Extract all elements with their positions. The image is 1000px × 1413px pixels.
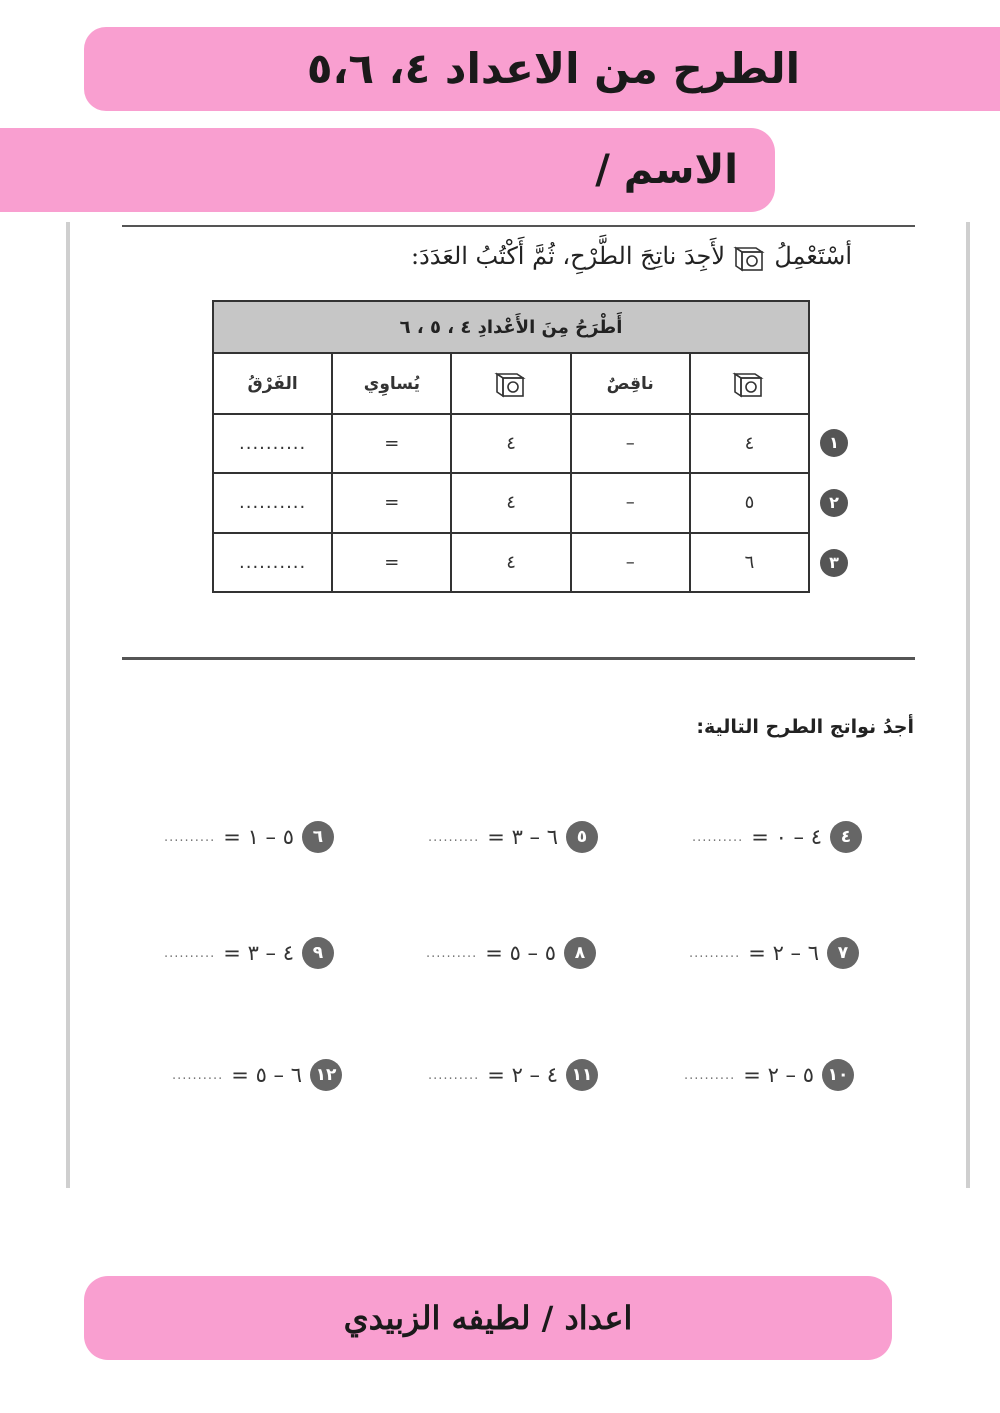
answer-blank[interactable]: .......... <box>691 829 744 845</box>
exercise-expression: ٤ – ٠ = <box>751 825 822 849</box>
cell-op: – <box>571 414 690 473</box>
exercise-item <box>689 936 859 970</box>
exercise-number-badge: ١١ <box>566 1059 598 1091</box>
exercise-expression: ٤ – ٣ = <box>223 941 294 965</box>
exercise-number-badge: ٥ <box>566 821 598 853</box>
exercise-number-badge: ٦ <box>302 821 334 853</box>
left-border <box>66 222 70 1188</box>
exercise-item <box>428 820 598 854</box>
answer-blank[interactable]: .......... <box>213 414 332 473</box>
exercise-expression: ٥ – ٥ = <box>485 941 556 965</box>
page-title: الطرح من الاعداد ٤، ٥،٦ <box>306 44 800 93</box>
column-difference: الفَرْقُ <box>213 353 332 413</box>
row-number-badge: ١ <box>820 429 848 457</box>
table-row <box>213 533 809 592</box>
instruction-start: أسْتَعْمِلُ <box>774 242 852 270</box>
cube-icon <box>494 369 528 399</box>
cell-op: – <box>571 473 690 532</box>
instruction-end: لأَجِدَ ناتِجَ الطَّرْحِ، ثُمَّ أَكْتُبُ العَدَدَ: <box>411 242 726 270</box>
cell-b: ٤ <box>451 473 570 532</box>
exercise-item <box>426 936 596 970</box>
exercise-expression: ٥ – ٢ = <box>743 1063 814 1087</box>
exercise-expression: ٦ – ٥ = <box>231 1063 302 1087</box>
cell-a: ٥ <box>690 473 809 532</box>
exercise-item <box>428 1058 598 1092</box>
column-cube-b <box>451 353 570 413</box>
exercise-item <box>164 820 334 854</box>
cell-eq: = <box>332 414 451 473</box>
cell-eq: = <box>332 533 451 592</box>
answer-blank[interactable]: .......... <box>427 1067 480 1083</box>
top-divider <box>122 225 915 227</box>
name-label: الاسم / <box>595 147 738 193</box>
cell-op: – <box>571 533 690 592</box>
cube-icon <box>733 243 767 273</box>
exercise-number-badge: ٩ <box>302 937 334 969</box>
exercise-number-badge: ٨ <box>564 937 596 969</box>
exercise-expression: ٦ – ٣ = <box>487 825 558 849</box>
exercise-number-badge: ٧ <box>827 937 859 969</box>
row-number-badge: ٣ <box>820 549 848 577</box>
cell-eq: = <box>332 473 451 532</box>
exercise-item <box>684 1058 854 1092</box>
table-row <box>213 473 809 532</box>
answer-blank[interactable]: .......... <box>688 945 741 961</box>
answer-blank[interactable]: .......... <box>163 829 216 845</box>
column-minus: ناقِصٌ <box>571 353 690 413</box>
cell-b: ٤ <box>451 414 570 473</box>
exercise-number-badge: ١٠ <box>822 1059 854 1091</box>
row-number-badge: ٢ <box>820 489 848 517</box>
column-equals: يُساوِي <box>332 353 451 413</box>
exercise-number-badge: ٤ <box>830 821 862 853</box>
answer-blank[interactable]: .......... <box>213 533 332 592</box>
cell-a: ٦ <box>690 533 809 592</box>
right-border <box>966 222 970 1188</box>
answer-blank[interactable]: .......... <box>163 945 216 961</box>
answer-blank[interactable]: .......... <box>683 1067 736 1083</box>
subtraction-table <box>212 300 810 593</box>
table-title: أَطْرَحُ مِنَ الأَعْدادِ ٤ ، ٥ ، ٦ <box>213 301 809 353</box>
exercise-item <box>692 820 862 854</box>
exercise-expression: ٥ – ١ = <box>223 825 294 849</box>
cube-icon <box>732 369 766 399</box>
exercise-number-badge: ١٢ <box>310 1059 342 1091</box>
column-cube-a <box>690 353 809 413</box>
author-credit: اعداد / لطيفه الزبيدي <box>343 1299 633 1337</box>
exercise-item <box>164 936 334 970</box>
table-row <box>213 414 809 473</box>
answer-blank[interactable]: .......... <box>427 829 480 845</box>
answer-blank[interactable]: .......... <box>171 1067 224 1083</box>
exercise-item <box>172 1058 342 1092</box>
exercise-expression: ٤ – ٢ = <box>487 1063 558 1087</box>
exercise-expression: ٦ – ٢ = <box>748 941 819 965</box>
cell-a: ٤ <box>690 414 809 473</box>
instruction <box>300 242 852 273</box>
answer-blank[interactable]: .......... <box>213 473 332 532</box>
cell-b: ٤ <box>451 533 570 592</box>
middle-divider <box>122 657 915 660</box>
answer-blank[interactable]: .......... <box>425 945 478 961</box>
exercises-heading: أجدُ نواتج الطرح التالية: <box>696 716 914 738</box>
